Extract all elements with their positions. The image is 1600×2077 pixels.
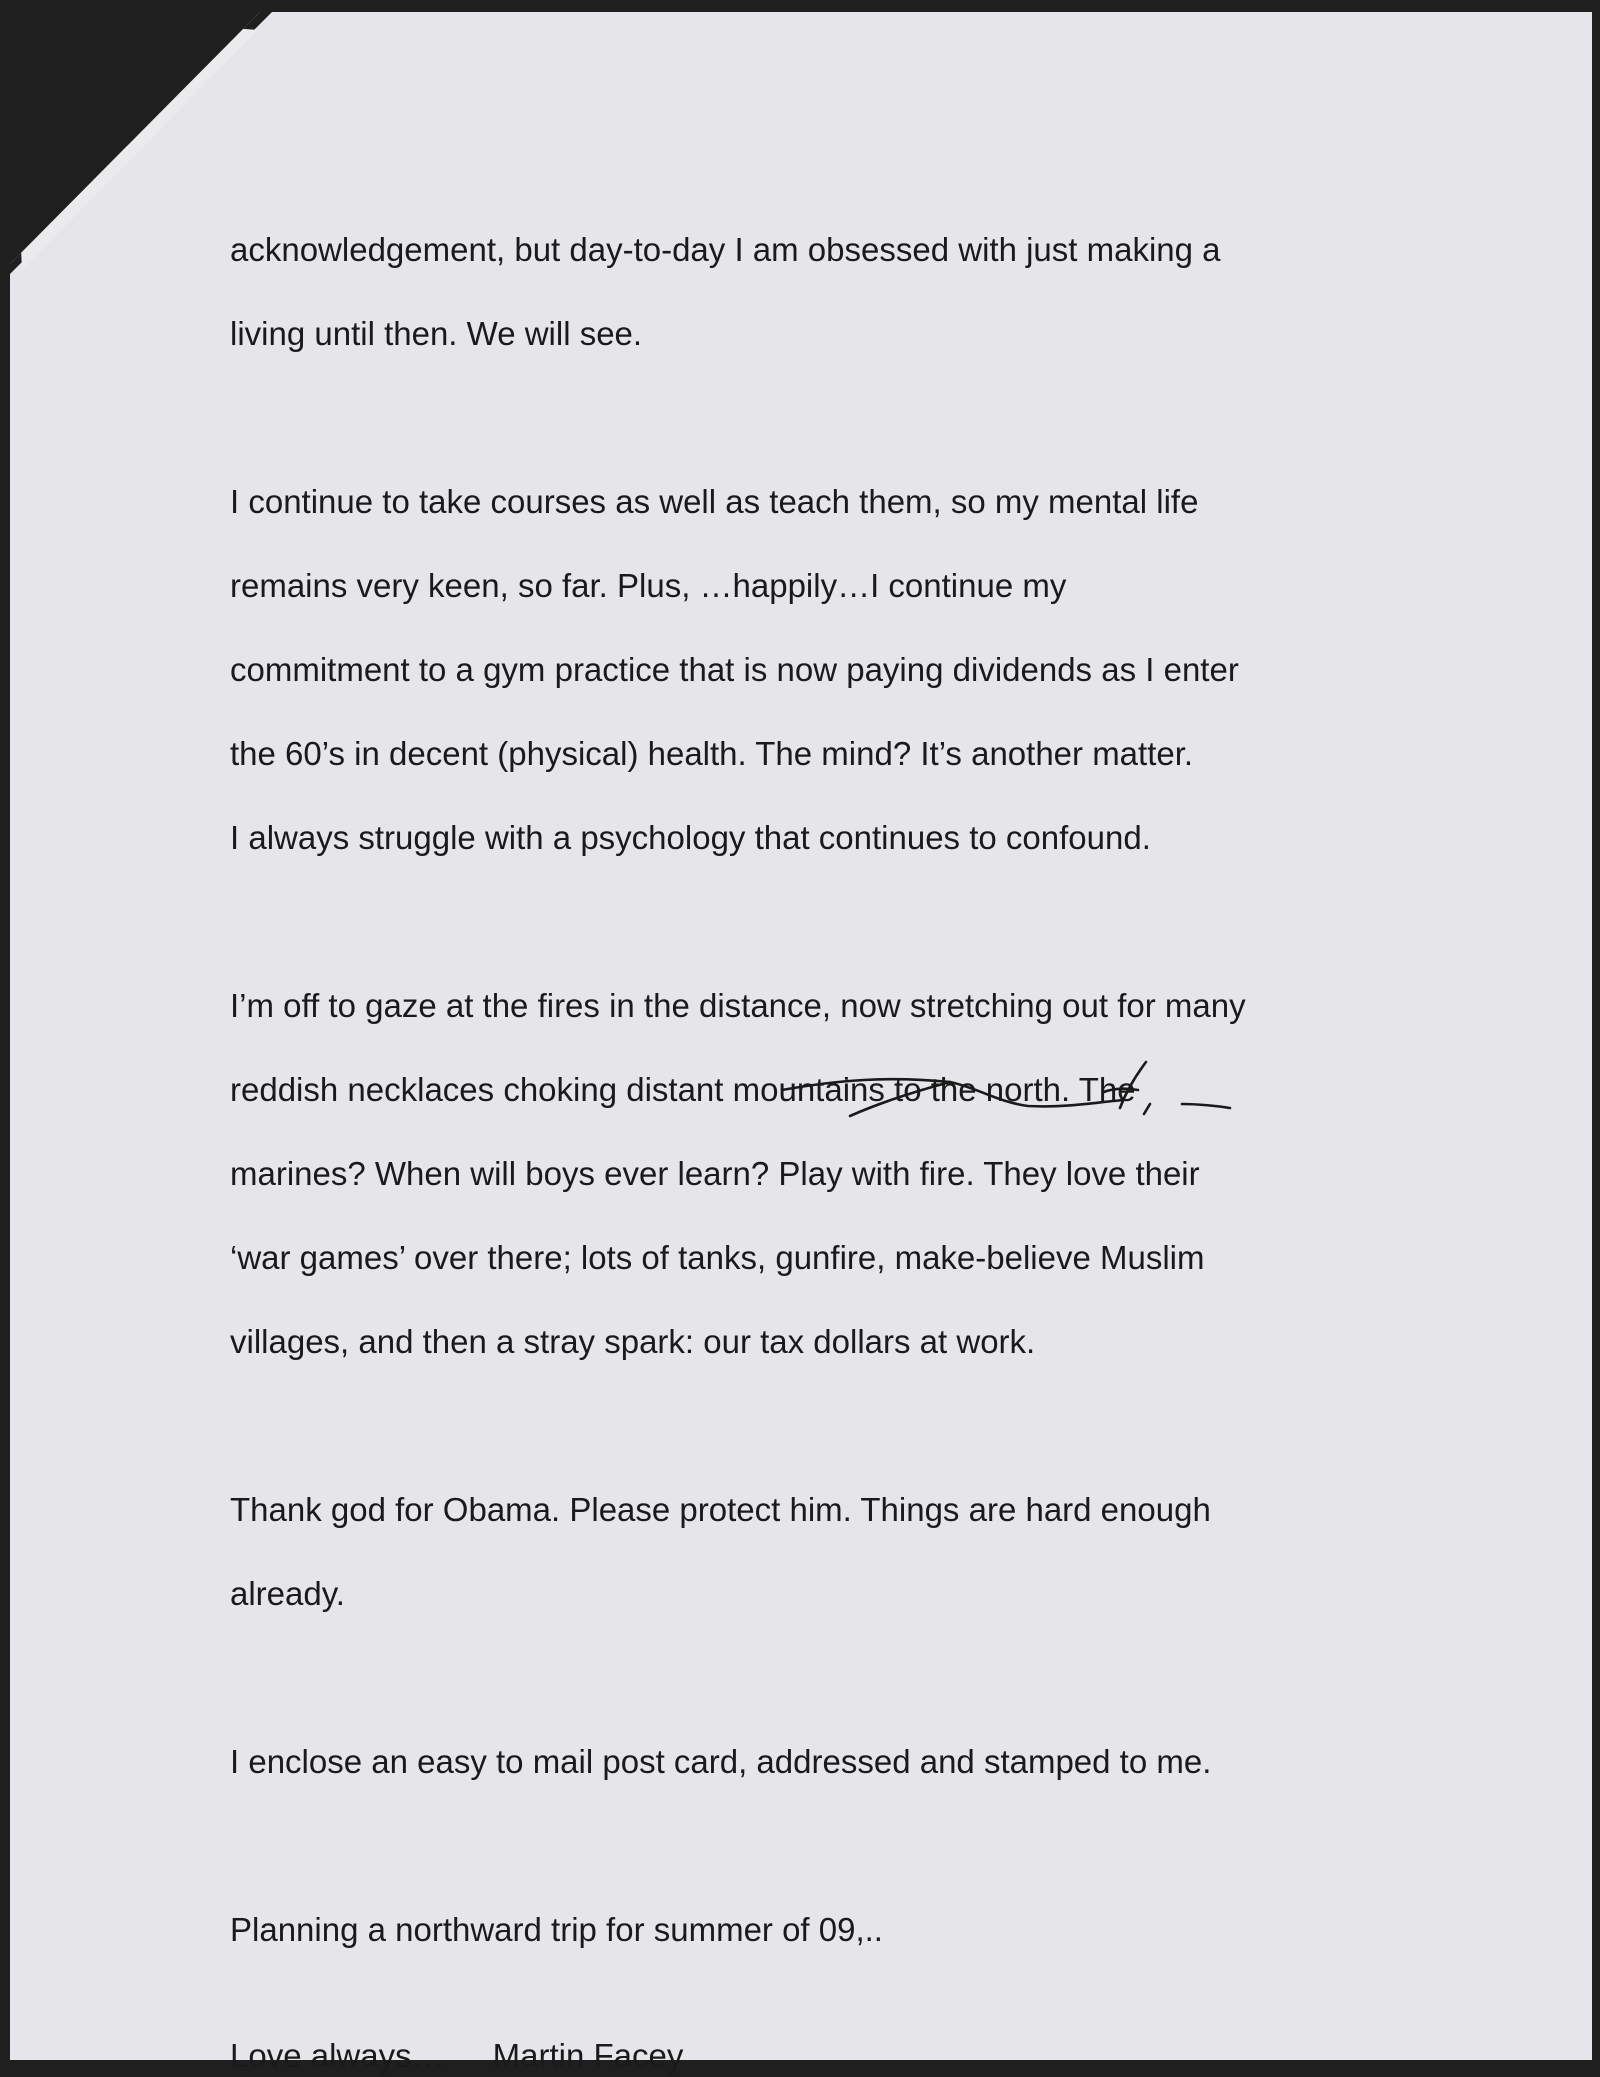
signature-stroke-6 (1182, 1104, 1230, 1108)
paragraph-3 (230, 943, 1380, 1405)
paragraph-6 (230, 1867, 1380, 1993)
sender-name: Martin Facey (492, 2037, 684, 2074)
paragraph-4-line-1: Thank god for Obama. Please protect him. Things are hard enough (230, 1491, 1211, 1528)
paragraph-2-line-2: remains very keen, so far. Plus, …happily…I continue my (230, 567, 1067, 604)
paragraph-2-line-5: I always struggle with a psychology that continues to confound. (230, 819, 1151, 856)
paragraph-1 (230, 187, 1380, 397)
signature-stroke-1 (782, 1079, 950, 1116)
signature-stroke-3 (1104, 1089, 1138, 1092)
paragraph-1-line-2: living until then. We will see. (230, 315, 643, 352)
paragraph-4 (230, 1447, 1380, 1657)
paragraph-5-line-1: I enclose an easy to mail post card, addressed and stamped to me. (230, 1743, 1212, 1780)
signature-stroke-2 (950, 1082, 1124, 1106)
signature-stroke-4 (1120, 1062, 1146, 1108)
letter-body (230, 187, 1380, 2077)
paragraph-3-line-2: reddish necklaces choking distant mountains to the north. The (230, 1071, 1136, 1108)
handwritten-signature (778, 1058, 1234, 1122)
signature-stroke-5 (1144, 1104, 1150, 1114)
paragraph-3-line-5: villages, and then a stray spark: our tax dollars at work. (230, 1323, 1036, 1360)
paragraph-5 (230, 1699, 1380, 1825)
paragraph-3-line-1: I’m off to gaze at the fires in the distance, now stretching out for many (230, 987, 1246, 1024)
paragraph-2 (230, 439, 1380, 901)
paragraph-2-line-4: the 60’s in decent (physical) health. The mind? It’s another matter. (230, 735, 1194, 772)
closing-line (230, 2035, 1380, 2077)
paragraph-6-line-1: Planning a northward trip for summer of 09,.. (230, 1911, 883, 1948)
paragraph-1-line-1: acknowledgement, but day-to-day I am obsessed with just making a (230, 231, 1221, 268)
paragraph-2-line-3: commitment to a gym practice that is now paying dividends as I enter (230, 651, 1239, 688)
paragraph-4-line-2: already. (230, 1575, 345, 1612)
paragraph-3-line-4: ‘war games’ over there; lots of tanks, gunfire, make-believe Muslim (230, 1239, 1205, 1276)
paragraph-3-line-3: marines? When will boys ever learn? Play with fire. They love their (230, 1155, 1200, 1192)
paragraph-2-line-1: I continue to take courses as well as teach them, so my mental life (230, 483, 1199, 520)
closing-phrase: Love always… (230, 2037, 445, 2074)
